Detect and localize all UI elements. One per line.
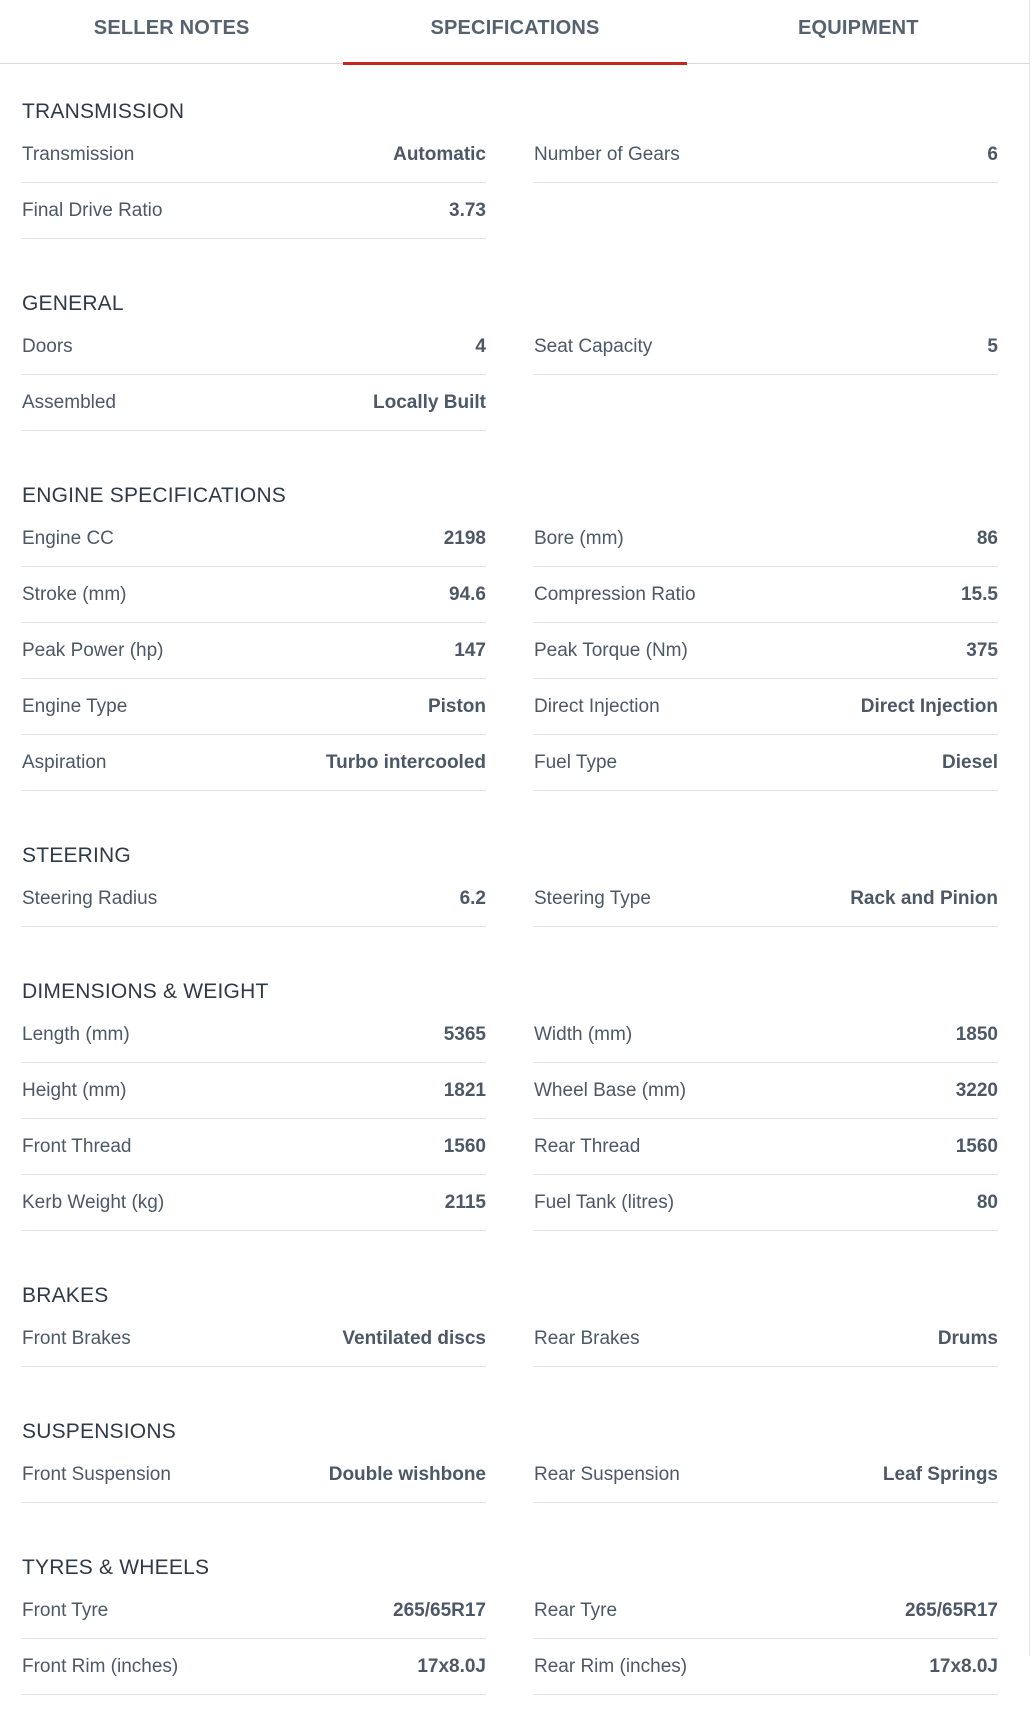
spec-label: Peak Power (hp) xyxy=(22,639,164,661)
spec-value: 1560 xyxy=(443,1135,486,1157)
spec-value: 17x8.0J xyxy=(417,1655,486,1677)
spec-value: 2115 xyxy=(444,1191,486,1213)
spec-grid xyxy=(22,319,998,431)
tab-seller-notes[interactable]: SELLER NOTES xyxy=(93,16,250,39)
right-border xyxy=(1029,0,1030,1656)
spec-row xyxy=(22,1311,486,1367)
spec-label: Rear Suspension xyxy=(534,1463,680,1485)
spec-label: Rear Thread xyxy=(534,1135,641,1157)
spec-label: Front Suspension xyxy=(22,1463,171,1485)
section-title: GENERAL xyxy=(22,292,124,315)
spec-value: 1850 xyxy=(955,1023,998,1045)
spec-value: 265/65R17 xyxy=(905,1599,998,1621)
spec-value: 15.5 xyxy=(961,583,998,605)
spec-grid xyxy=(22,1007,998,1231)
spec-value: Automatic xyxy=(393,143,486,165)
spec-row xyxy=(534,319,998,375)
spec-row xyxy=(534,623,998,679)
section-title: ENGINE SPECIFICATIONS xyxy=(22,484,287,507)
spec-label: Transmission xyxy=(22,143,135,165)
spec-row xyxy=(22,1063,486,1119)
section-steering xyxy=(22,808,998,944)
spec-label: Front Tyre xyxy=(22,1599,109,1621)
spec-label: Width (mm) xyxy=(534,1023,633,1045)
spec-row xyxy=(22,1119,486,1175)
spec-row xyxy=(534,1639,998,1695)
spec-label: Engine Type xyxy=(22,695,128,717)
spec-value: Direct Injection xyxy=(860,695,998,717)
spec-value: 265/65R17 xyxy=(393,1599,486,1621)
spec-value: 3.73 xyxy=(449,199,486,221)
spec-value: 4 xyxy=(475,335,486,357)
spec-value: 1560 xyxy=(955,1135,998,1157)
spec-label: Length (mm) xyxy=(22,1023,130,1045)
spec-label: Rear Brakes xyxy=(534,1327,640,1349)
spec-grid xyxy=(22,1311,998,1367)
spec-row xyxy=(22,1175,486,1231)
spec-row xyxy=(22,1639,486,1695)
spec-label: Compression Ratio xyxy=(534,583,696,605)
spec-label: Height (mm) xyxy=(22,1079,127,1101)
spec-value: 86 xyxy=(976,527,998,549)
spec-label: Fuel Type xyxy=(534,751,618,773)
spec-value: Double wishbone xyxy=(328,1463,486,1485)
spec-row xyxy=(22,1583,486,1639)
spec-value: 375 xyxy=(966,639,998,661)
spec-label: Rear Rim (inches) xyxy=(534,1655,688,1677)
spec-label: Peak Torque (Nm) xyxy=(534,639,688,661)
spec-label: Assembled xyxy=(22,391,116,413)
section-suspensions xyxy=(22,1384,998,1520)
spec-grid xyxy=(22,511,998,791)
spec-grid xyxy=(22,1447,998,1503)
spec-value: 6.2 xyxy=(459,887,486,909)
spec-row xyxy=(534,871,998,927)
spec-label: Stroke (mm) xyxy=(22,583,127,605)
spec-row xyxy=(534,1007,998,1063)
spec-value: 3220 xyxy=(955,1079,998,1101)
tab-equipment[interactable]: EQUIPMENT xyxy=(797,16,919,39)
spec-row xyxy=(22,319,486,375)
section-title: STEERING xyxy=(22,844,131,867)
spec-row xyxy=(534,735,998,791)
spec-label: Steering Radius xyxy=(22,887,158,909)
spec-value: 147 xyxy=(454,639,486,661)
spec-value: 17x8.0J xyxy=(929,1655,998,1677)
spec-row xyxy=(534,1583,998,1639)
section-title: SUSPENSIONS xyxy=(22,1420,176,1443)
section-title: DIMENSIONS & WEIGHT xyxy=(22,980,269,1003)
spec-label: Wheel Base (mm) xyxy=(534,1079,687,1101)
spec-value: 5365 xyxy=(443,1023,486,1045)
spec-row xyxy=(22,1007,486,1063)
spec-row xyxy=(534,1311,998,1367)
spec-row xyxy=(22,511,486,567)
spec-row xyxy=(534,1119,998,1175)
spec-value: Piston xyxy=(427,695,486,717)
spec-label: Direct Injection xyxy=(534,695,660,717)
spec-label: Front Brakes xyxy=(22,1327,131,1349)
spec-row xyxy=(22,375,486,431)
spec-label: Doors xyxy=(22,335,73,357)
spec-row xyxy=(22,623,486,679)
spec-value: Rack and Pinion xyxy=(850,887,998,909)
section-engine-specifications xyxy=(22,448,998,808)
spec-label: Front Rim (inches) xyxy=(22,1655,179,1677)
spec-row xyxy=(22,871,486,927)
section-brakes xyxy=(22,1248,998,1384)
section-tyres-and-wheels xyxy=(22,1520,998,1712)
spec-label: Aspiration xyxy=(22,751,107,773)
spec-grid xyxy=(22,871,998,927)
spec-value: Ventilated discs xyxy=(342,1327,486,1349)
spec-row xyxy=(22,183,486,239)
spec-label: Final Drive Ratio xyxy=(22,199,163,221)
spec-row xyxy=(22,567,486,623)
spec-label: Rear Tyre xyxy=(534,1599,618,1621)
spec-value: 94.6 xyxy=(449,583,486,605)
spec-label: Steering Type xyxy=(534,887,651,909)
section-title: TYRES & WHEELS xyxy=(22,1556,210,1579)
tab-specifications[interactable]: SPECIFICATIONS xyxy=(343,0,686,64)
spec-grid xyxy=(22,1583,998,1695)
spec-row xyxy=(534,1447,998,1503)
spec-value: Locally Built xyxy=(373,391,486,413)
spec-value: Leaf Springs xyxy=(882,1463,998,1485)
spec-row xyxy=(534,127,998,183)
spec-row xyxy=(534,1063,998,1119)
spec-value: 6 xyxy=(987,143,998,165)
spec-row xyxy=(22,735,486,791)
spec-row xyxy=(22,127,486,183)
spec-row xyxy=(534,679,998,735)
section-general xyxy=(22,256,998,448)
tab-bar xyxy=(0,0,1030,64)
spec-value: Turbo intercooled xyxy=(325,751,486,773)
spec-label: Front Thread xyxy=(22,1135,132,1157)
spec-content xyxy=(0,64,1030,1712)
spec-label: Engine CC xyxy=(22,527,114,549)
spec-value: Diesel xyxy=(942,751,998,773)
spec-row xyxy=(22,1447,486,1503)
spec-value: 2198 xyxy=(443,527,486,549)
spec-row xyxy=(534,567,998,623)
spec-value: Drums xyxy=(937,1327,998,1349)
spec-label: Kerb Weight (kg) xyxy=(22,1191,165,1213)
spec-row xyxy=(534,511,998,567)
spec-row xyxy=(534,1175,998,1231)
spec-value: 80 xyxy=(976,1191,998,1213)
spec-value: 5 xyxy=(987,335,998,357)
spec-label: Number of Gears xyxy=(534,143,680,165)
section-title: TRANSMISSION xyxy=(22,100,185,123)
spec-label: Fuel Tank (litres) xyxy=(534,1191,675,1213)
section-transmission xyxy=(22,64,998,256)
spec-row xyxy=(22,679,486,735)
spec-value: 1821 xyxy=(443,1079,486,1101)
spec-label: Seat Capacity xyxy=(534,335,653,357)
section-title: BRAKES xyxy=(22,1284,109,1307)
spec-grid xyxy=(22,127,998,239)
spec-label: Bore (mm) xyxy=(534,527,624,549)
section-dimensions-and-weight xyxy=(22,944,998,1248)
